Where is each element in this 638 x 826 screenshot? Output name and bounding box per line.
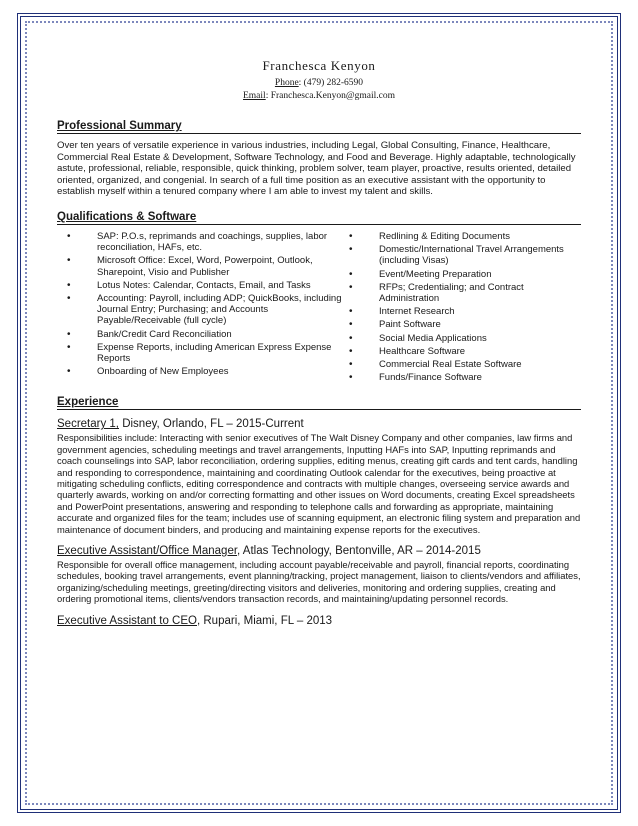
list-item: • Bank/Credit Card Reconciliation xyxy=(67,329,349,340)
phone-value: : (479) 282-6590 xyxy=(298,78,364,88)
qualifications-right-list xyxy=(349,231,581,385)
experience-heading-text: Experience xyxy=(57,396,119,409)
list-item: • RFPs; Credentialing; and Contract Administration xyxy=(349,282,581,304)
job-role: Executive Assistant/Office Manager xyxy=(57,545,238,558)
job-entry-disney xyxy=(57,417,581,535)
resume-page xyxy=(57,58,581,629)
job-description: Responsibilities include: Interacting with senior executives of The Walt Disney Company and other companies, law firms and government agencies, scheduling meetings and travel arrangements, Inputting HAFs into SAP, Inputting reprimands and coach counselings into SAP, labor reconciliation, ordering supplies, editing menus, creating gift cards and tent cards, handling and responding to correspondence, maintaining and coordinating Outlook calendar for the executives, being proactive at mitigating scheduling conflicts, editing correspondence and contracts with multiple changes, overseeing service awards and quarterly awards, working on and/or correcting formatting and other issues on Word documents, creating Excel spreadsheets and PowerPoint presentations, answering and responding to telephone calls and forwarding as appropriate, maintaining accurate and organized files for the team; includes use of scanning equipment, an electronic filing system and preparation and maintenance of document binders, and producing and maintaining expense reports for the executives. xyxy=(57,432,581,535)
job-company: , Rupari, Miami, FL – 2013 xyxy=(196,614,333,627)
list-item: • Healthcare Software xyxy=(349,346,581,357)
phone-label: Phone xyxy=(274,78,299,88)
list-item: • Lotus Notes: Calendar, Contacts, Email, and Tasks xyxy=(67,280,349,291)
experience-heading xyxy=(57,395,581,410)
phone-line xyxy=(57,77,581,90)
list-item: • Paint Software xyxy=(349,319,581,330)
job-company: Disney, Orlando, FL – 2015-Current xyxy=(119,418,304,431)
list-item: • Social Media Applications xyxy=(349,333,581,344)
list-item: • Internet Research xyxy=(349,306,581,317)
list-item: • Redlining & Editing Documents xyxy=(349,231,581,242)
job-role: Executive Assistant to CEO xyxy=(57,614,197,627)
job-company: , Atlas Technology, Bentonville, AR – 2014-2015 xyxy=(237,545,481,558)
qualifications-heading xyxy=(57,210,581,225)
candidate-name: Franchesca Kenyon xyxy=(262,58,376,73)
qualifications-lists xyxy=(57,231,581,385)
job-entry-atlas xyxy=(57,544,581,605)
job-title xyxy=(57,544,581,558)
list-item: • Onboarding of New Employees xyxy=(67,366,349,377)
job-title xyxy=(57,417,581,431)
email-label: Email xyxy=(242,91,266,101)
summary-heading xyxy=(57,119,581,134)
resume-header xyxy=(57,58,581,103)
email-line xyxy=(57,90,581,103)
summary-heading-text: Professional Summary xyxy=(57,120,182,132)
qualifications-left-list xyxy=(67,231,349,385)
job-description: Responsible for overall office management, including account payable/receivable and payroll, financial reports, coordinating schedules, booking travel arrangements, event planning/tracking, project management, liaison to clients/vendors and affiliates, organizing/scheduling meetings, greeting/directing visitors and deliveries, monitoring and ordering supplies, creating and ordering promotional items, clients/vendors transaction records, and maintaining/updating personnel records. xyxy=(57,559,581,605)
email-value: : Franchesca.Kenyon@gmail.com xyxy=(265,91,395,101)
job-title xyxy=(57,614,581,628)
list-item: • Domestic/International Travel Arrangements (including Visas) xyxy=(349,244,581,266)
list-item: • Event/Meeting Preparation xyxy=(349,269,581,280)
list-item: • Microsoft Office: Excel, Word, Powerpoint, Outlook, Sharepoint, Visio and Publisher xyxy=(67,255,349,277)
job-entry-rupari xyxy=(57,614,581,628)
qualifications-heading-text: Qualifications & Software xyxy=(57,210,197,223)
list-item: • SAP: P.O.s, reprimands and coachings, supplies, labor reconciliation, HAFs, etc. xyxy=(67,231,349,253)
list-item: • Funds/Finance Software xyxy=(349,372,581,383)
list-item: • Commercial Real Estate Software xyxy=(349,359,581,370)
summary-text: Over ten years of versatile experience in various industries, including Legal, Global Consulting, Finance, Healthcare, Commercial Real Estate & Development, Software Technology, and Food and Beverage. Highly adaptable, technologically astute, professional, reliable, responsible, quick thinking, problem solver, team player, proactive, results oriented, detailed oriented, organized, and congenial. In search of a full time position as an executive assistant with the opportunity to establish myself within a tenured company where I am able to invest my talent and skills. xyxy=(57,140,576,198)
list-item: • Expense Reports, including American Express Expense Reports xyxy=(67,342,349,364)
job-role: Secretary 1, xyxy=(57,418,119,431)
list-item: • Accounting: Payroll, including ADP; QuickBooks, including Journal Entry; Purchasing; and Accounts Payable/Receivable (full cycle) xyxy=(67,293,349,327)
